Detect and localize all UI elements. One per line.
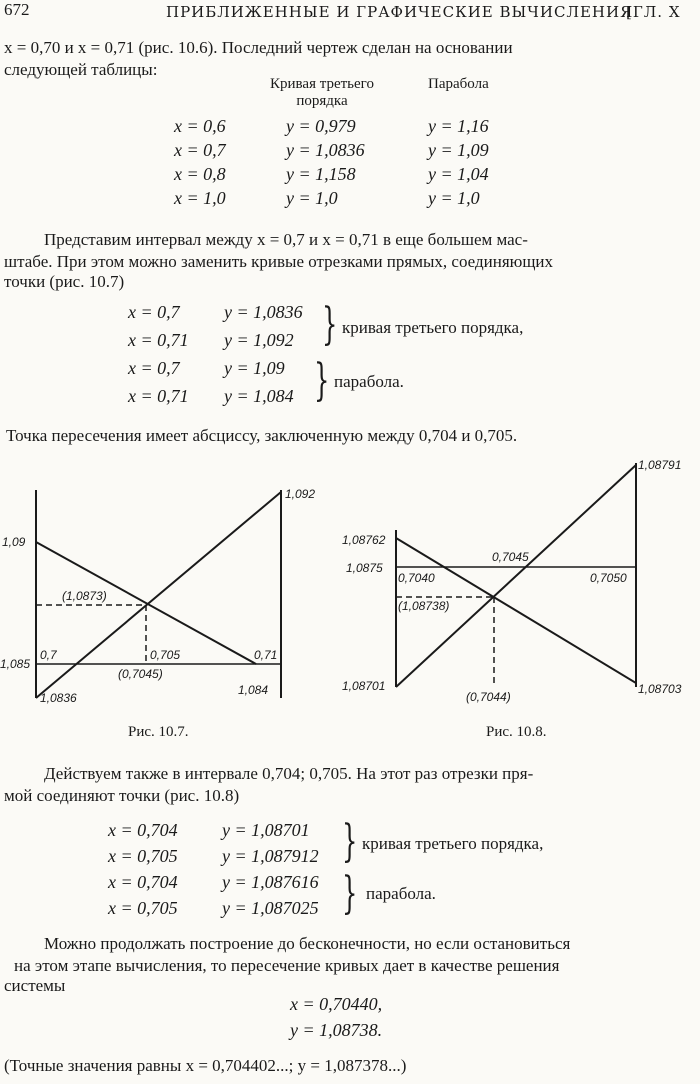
para4-line1: Действуем также в интервале 0,704; 0,705. На этот раз отрезки пря-	[44, 764, 534, 783]
label-x-cross: (0,7045)	[118, 667, 163, 681]
para1-line2: следующей таблицы:	[4, 60, 158, 79]
system2-y: y = 1,087025	[222, 898, 319, 918]
solution-y: y = 1,08738.	[290, 1020, 383, 1040]
running-title: ПРИБЛИЖЕННЫЕ И ГРАФИЧЕСКИЕ ВЫЧИСЛЕНИЯ	[166, 3, 634, 21]
system2-x: x = 0,704	[108, 872, 178, 892]
system2-x: x = 0,705	[108, 898, 178, 918]
table-cell-x: x = 0,8	[174, 164, 226, 184]
label-bottom-right: 1,08703	[638, 682, 682, 696]
para4-line2: мой соединяют точки (рис. 10.8)	[4, 786, 240, 805]
label-x-left: 0,7040	[398, 571, 435, 585]
para2-line1: Представим интервал между x = 0,7 и x = 0,71 в еще большем мас-	[44, 230, 528, 249]
system2-x: x = 0,704	[108, 820, 178, 840]
brace: }	[342, 816, 358, 867]
table-header-curve	[270, 76, 374, 110]
system1-x: x = 0,7	[128, 302, 180, 322]
table-cell-y-curve: y = 1,0836	[286, 140, 365, 160]
label-x-right: 0,71	[254, 648, 278, 662]
system1-y: y = 1,0836	[224, 302, 303, 322]
page-number: 672	[4, 0, 30, 19]
label-bottom-left: 1,0836	[40, 691, 77, 705]
label-left-bottom: 1,08701	[342, 679, 386, 693]
label-mid: (1,08738)	[398, 599, 450, 613]
system1-y: y = 1,09	[224, 358, 285, 378]
para5-line2: на этом этапе вычисления, то пересечение кривых дает в качестве решения	[14, 956, 560, 975]
table-cell-y-curve: y = 1,0	[286, 188, 338, 208]
para1-line1: x = 0,70 и x = 0,71 (рис. 10.6). Последний чертеж сделан на основании	[4, 38, 513, 57]
table-cell-x: x = 0,7	[174, 140, 226, 160]
label-left-top: 1,09	[2, 535, 26, 549]
system2-x: x = 0,705	[108, 846, 178, 866]
para2-line3: точки (рис. 10.7)	[4, 272, 125, 291]
system2-y: y = 1,087912	[222, 846, 319, 866]
para5-line1: Можно продолжать построение до бесконечности, но если остановиться	[44, 934, 571, 953]
chapter-ref: [ГЛ. X	[626, 3, 681, 21]
label-top-right: 1,092	[285, 487, 316, 501]
system1-x: x = 0,7	[128, 358, 180, 378]
system1-x: x = 0,71	[128, 386, 189, 406]
system2-y: y = 1,08701	[222, 820, 310, 840]
table-cell-y-curve: y = 1,158	[286, 164, 356, 184]
label-mid: (1,0873)	[62, 589, 107, 603]
system2-y: y = 1,087616	[222, 872, 319, 892]
para5-line3: системы	[4, 976, 66, 995]
table-header-parabola: Парабола	[428, 76, 489, 92]
figure-10-8-caption: Рис. 10.8.	[486, 724, 547, 740]
table-header-curve-line2: порядка	[296, 93, 348, 109]
system2-label-curve: кривая третьего порядка,	[362, 834, 544, 853]
label-left-bottom: 1,085	[0, 657, 31, 671]
system1-y: y = 1,092	[224, 330, 294, 350]
table-cell-x: x = 1,0	[174, 188, 226, 208]
label-x-right: 0,7050	[590, 571, 627, 585]
para2-line2: штабе. При этом можно заменить кривые отрезками прямых, соединяющих	[4, 252, 554, 271]
label-left-mid: 1,0875	[346, 561, 383, 575]
exact-values: (Точные значения равны x = 0,704402...; y = 1,087378...)	[4, 1056, 407, 1075]
brace: }	[314, 355, 330, 406]
brace: }	[322, 299, 338, 350]
system1-y: y = 1,084	[224, 386, 294, 406]
label-top-right: 1,08791	[638, 458, 682, 472]
solution-x: x = 0,70440,	[290, 994, 383, 1014]
table-cell-y-parabola: y = 1,16	[428, 116, 489, 136]
figure-10-7-caption: Рис. 10.7.	[128, 724, 189, 740]
figure-10-8	[336, 455, 700, 715]
label-x-mid: 0,705	[150, 648, 181, 662]
table-cell-y-parabola: y = 1,04	[428, 164, 489, 184]
table-cell-y-parabola: y = 1,0	[428, 188, 480, 208]
system1-x: x = 0,71	[128, 330, 189, 350]
system2-label-parabola: парабола.	[366, 884, 436, 903]
label-bottom-right: 1,084	[238, 683, 269, 697]
system1-label-curve: кривая третьего порядка,	[342, 318, 524, 337]
table-header-curve-line1: Кривая третьего	[270, 76, 374, 92]
system1-label-parabola: парабола.	[334, 372, 404, 391]
table-cell-y-parabola: y = 1,09	[428, 140, 489, 160]
label-x-top: 0,7045	[492, 550, 529, 564]
table-cell-y-curve: y = 0,979	[286, 116, 356, 136]
figure-10-7	[0, 470, 330, 720]
label-x-left: 0,7	[40, 648, 57, 662]
table-cell-x: x = 0,6	[174, 116, 226, 136]
label-left-top: 1,08762	[342, 533, 386, 547]
para3-line1: Точка пересечения имеет абсциссу, заключенную между 0,704 и 0,705.	[6, 426, 518, 445]
label-x-cross: (0,7044)	[466, 690, 511, 704]
brace: }	[342, 868, 358, 919]
